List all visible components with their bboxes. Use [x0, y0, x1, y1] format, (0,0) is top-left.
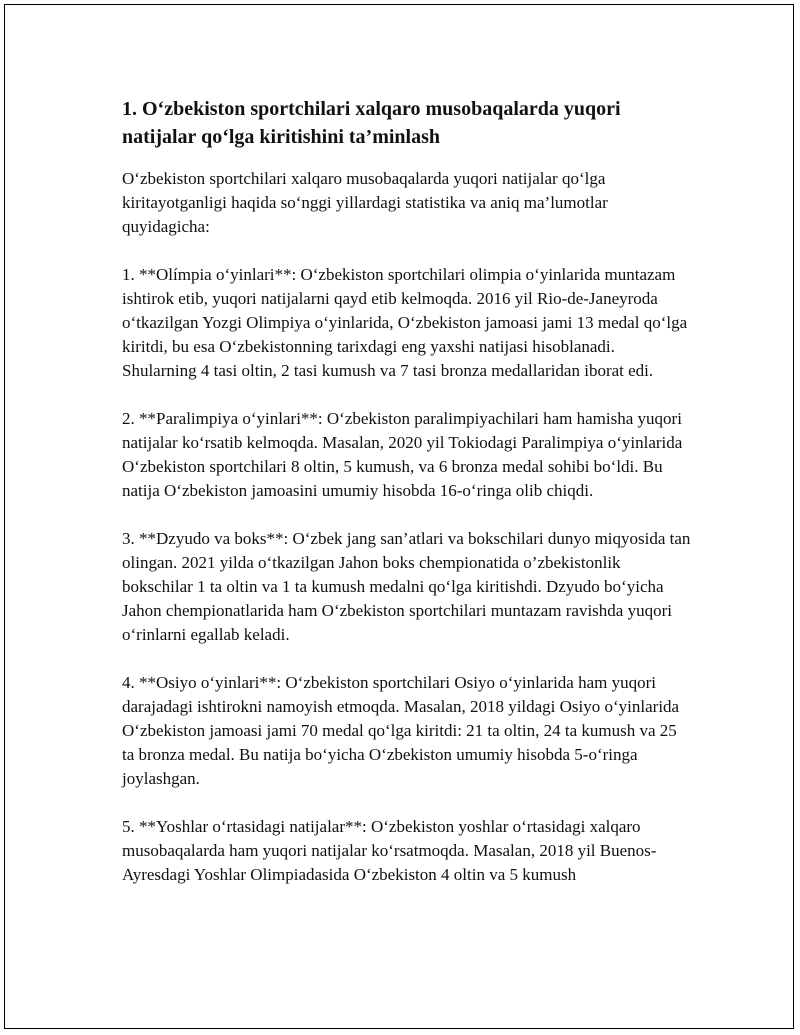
youth-results-paragraph: 5. **Yoshlar o‘rtasidagi natijalar**: O‘zbekiston yoshlar o‘rtasidagi xalqaro musobaqalarda ham yuqori natijalar ko‘rsatmoqda. Masalan, 2018 yil Buenos-Ayresdagi Yoshlar Olimpiadasida O‘zbekiston 4 oltin va 5 kumush	[122, 817, 657, 884]
judo-boxing-paragraph: 3. **Dzyudo va boks**: O‘zbek jang san’atlari va bokschilari dunyo miqyosida tan olingan. 2021 yilda o‘tkazilgan Jahon boks chempionatida o’zbekistonlik bokschilar 1 ta oltin va 1 ta kumush medalni qo‘lga kiritishdi. Dzyudo bo‘yicha Jahon chempionatlarida ham O‘zbekiston sportchilari muntazam ravishda yuqori o‘rinlarni egallab keladi.	[122, 529, 691, 644]
document-page	[4, 4, 794, 1029]
olympics-paragraph: 1. **Olímpia o‘yinlari**: O‘zbekiston sportchilari olimpia o‘yinlarida muntazam ishtirok etib, yuqori natijalarni qayd etib kelmoqda. 2016 yil Rio-de-Janeyroda o‘tkazilgan Yozgi Olimpiya o‘yinlarida, O‘zbekiston jamoasi jami 13 medal qo‘lga kiritdi, bu esa O‘zbekistonning tarixdagi eng yaxshi natijasi hisoblanadi. Shularning 4 tasi oltin, 2 tasi kumush va 7 tasi bronza medallaridan iborat edi.	[122, 265, 688, 380]
section-heading: 1. O‘zbekiston sportchilari xalqaro musobaqalarda yuqori natijalar qo‘lga kiritishini ta’minlash	[122, 98, 621, 148]
intro-paragraph: O‘zbekiston sportchilari xalqaro musobaqalarda yuqori natijalar qo‘lga kiritayotganligi haqida so‘nggi yillardagi statistika va aniq ma’lumotlar quyidagicha:	[122, 169, 608, 236]
document-body	[122, 95, 692, 911]
paralympics-paragraph: 2. **Paralimpiya o‘yinlari**: O‘zbekiston paralimpiyachilari ham hamisha yuqori natijalar ko‘rsatib kelmoqda. Masalan, 2020 yil Tokiodagi Paralimpiya o‘yinlarida O‘zbekiston sportchilari 8 oltin, 5 kumush, va 6 bronza medal sohibi bo‘ldi. Bu natija O‘zbekiston jamoasini umumiy hisobda 16-o‘ringa olib chiqdi.	[122, 409, 683, 500]
asian-games-paragraph: 4. **Osiyo o‘yinlari**: O‘zbekiston sportchilari Osiyo o‘yinlarida ham yuqori darajadagi ishtirokni namoyish etmoqda. Masalan, 2018 yildagi Osiyo o‘yinlarida O‘zbekiston jamoasi jami 70 medal qo‘lga kiritdi: 21 ta oltin, 24 ta kumush va 25 ta bronza medal. Bu natija bo‘yicha O‘zbekiston umumiy hisobda 5-o‘ringa joylashgan.	[122, 673, 680, 788]
